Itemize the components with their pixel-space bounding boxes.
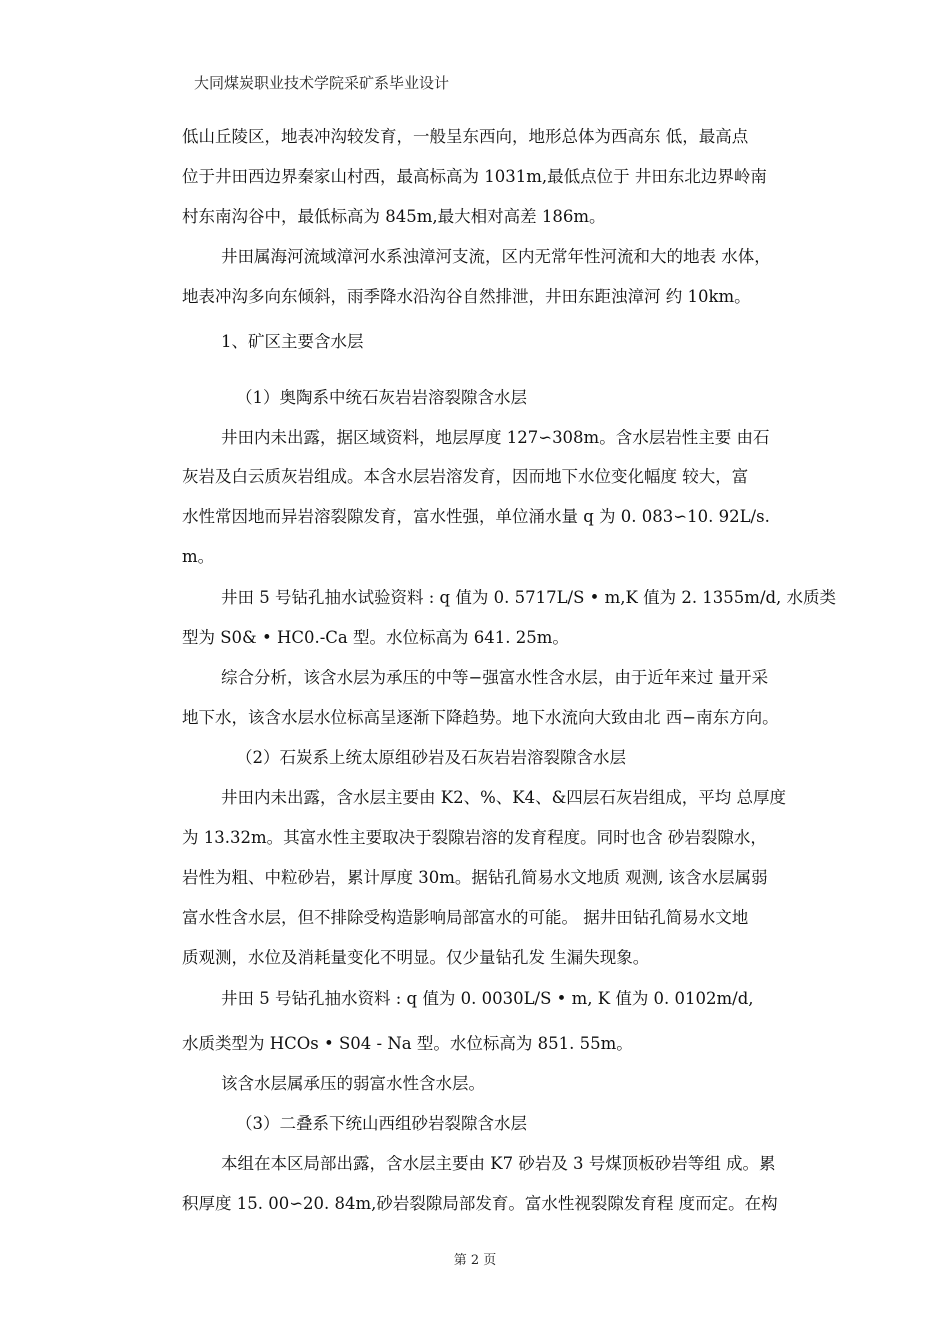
text-line: 岩性为粗、中粒砂岩，累计厚度 30m。据钻孔简易水文地质 观测, 该含水层属弱 xyxy=(182,868,768,887)
text-line: 质观测，水位及消耗量变化不明显。仅少量钻孔发 生漏失现象。 xyxy=(182,948,650,967)
text-line: 水质类型为 HCOs • S04 - Na 型。水位标高为 851. 55m。 xyxy=(182,1034,633,1053)
text-line: 型为 S0& • HC0.-Ca 型。水位标高为 641. 25m。 xyxy=(182,628,569,647)
text-line: 地下水，该含水层水位标高呈逐渐下降趋势。地下水流向大致由北 西−南东方向。 xyxy=(182,708,779,727)
text-line: m。 xyxy=(182,547,215,566)
text-line: 为 13.32m。其富水性主要取决于裂隙岩溶的发育程度。同时也含 砂岩裂隙水， xyxy=(182,828,767,847)
text-line: 井田 5 号钻孔抽水试验资料 : q 值为 0. 5717L/S • m,K 值为 2. 1355m/d, 水质类 xyxy=(221,588,837,607)
subsection-heading: （1）奥陶系中统石灰岩岩溶裂隙含水层 xyxy=(236,388,527,407)
text-line: 井田 5 号钻孔抽水资料 : q 值为 0. 0030L/S • m, K 值为 0. 0102m/d, xyxy=(221,989,754,1008)
text-line: 村东南沟谷中，最低标高为 845m,最大相对高差 186m。 xyxy=(182,207,606,226)
text-line: 井田内未出露，含水层主要由 K2、%、K4、&四层石灰岩组成，平均 总厚度 xyxy=(221,788,787,807)
section-heading: 1、矿区主要含水层 xyxy=(221,332,364,351)
text-line: 富水性含水层，但不排除受构造影响局部富水的可能。 据井田钻孔简易水文地 xyxy=(182,908,749,927)
page-number: 第 2 页 xyxy=(453,1253,497,1268)
text-line: 井田属海河流域漳河水系浊漳河支流，区内无常年性河流和大的地表 水体， xyxy=(221,247,771,266)
text-line: 综合分析，该含水层为承压的中等−强富水性含水层，由于近年来过 量开采 xyxy=(221,668,769,687)
text-line: 该含水层属承压的弱富水性含水层。 xyxy=(221,1074,485,1093)
subsection-heading: （3）二叠系下统山西组砂岩裂隙含水层 xyxy=(236,1114,527,1133)
text-line: 井田内未出露，据区域资料，地层厚度 127∽308m。含水层岩性主要 由石 xyxy=(221,428,770,447)
text-line: 地表冲沟多向东倾斜，雨季降水沿沟谷自然排泄，井田东距浊漳河 约 10km。 xyxy=(182,287,751,306)
text-line: 位于井田西边界秦家山村西，最高标高为 1031m,最低点位于 井田东北边界岭南 xyxy=(182,167,767,186)
text-line: 水性常因地而异岩溶裂隙发育，富水性强，单位涌水量 q 为 0. 083∽10. 92L/s. xyxy=(182,507,770,526)
subsection-heading: （2）石炭系上统太原组砂岩及石灰岩岩溶裂隙含水层 xyxy=(236,748,626,767)
text-line: 积厚度 15. 00∽20. 84m,砂岩裂隙局部发育。富水性视裂隙发育程 度而定。在构 xyxy=(182,1194,778,1213)
page-header: 大同煤炭职业技术学院采矿系毕业设计 xyxy=(194,74,450,92)
text-line: 本组在本区局部出露，含水层主要由 K7 砂岩及 3 号煤顶板砂岩等组 成。累 xyxy=(221,1154,776,1173)
text-line: 灰岩及白云质灰岩组成。本含水层岩溶发育，因而地下水位变化幅度 较大，富 xyxy=(182,467,749,486)
text-line: 低山丘陵区，地表冲沟较发育，一般呈东西向，地形总体为西高东 低，最高点 xyxy=(182,127,749,146)
